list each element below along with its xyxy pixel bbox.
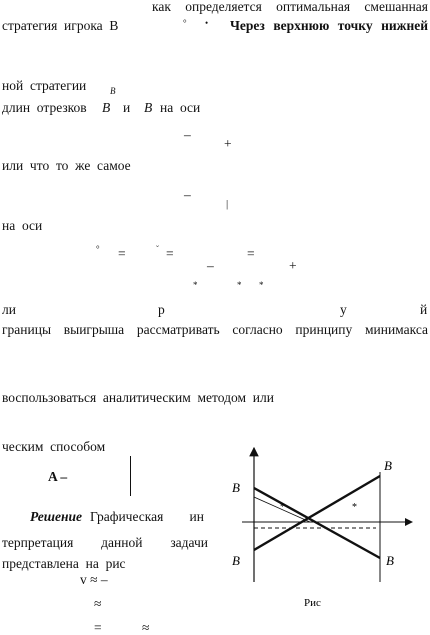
formula-3-eq-3: = [247,246,255,261]
text-line-5: или что то же самое [2,158,131,173]
text-line-2-start: стратегия игрока B [2,18,119,33]
falling-strategy-line [254,488,380,558]
formula-3-plus: + [289,258,297,273]
text-line-4-end: на оси [160,100,201,115]
formula-3-eq-2: = [166,246,174,261]
formula-3-star-1: * [193,280,198,290]
star-right: * [352,502,357,513]
star-left: * [280,502,285,513]
text-line-7-d: й [420,302,428,317]
superscript-degree: ° [183,18,187,28]
text-line-7-a: ли [2,302,16,317]
text-line-9: воспользоваться аналитическим методом или [2,390,274,405]
superscript-dot: • [205,18,209,28]
approx-1: ≈ [94,596,102,611]
text-line-4-mid: и [123,100,131,115]
solution-text: Графическая ин [90,509,204,524]
formula-2-minus: – [184,187,191,202]
eq-approx-a: = [94,620,102,635]
rising-strategy-line [254,476,380,550]
formula-3-degree-2: ˘ [156,244,159,254]
text-line-13: представлена на рис [2,556,126,571]
formula-3-star-2: * [237,280,242,290]
label-top-right: B [384,458,392,473]
text-line-6: на оси [2,218,43,233]
text-line-2-end: Через верхнюю точку нижней [230,18,428,33]
solution-label: Решение [30,509,82,524]
label-top-left: B [232,480,240,495]
matrix-bracket [130,456,131,496]
formula-1-plus: + [224,136,232,151]
label-bottom-left: B [232,553,240,568]
figure-caption: Рис [304,597,321,609]
subscript-b: B [110,86,116,96]
formula-2-bar: | [226,198,229,210]
text-line-7-b: р [158,302,165,317]
text-line-4-start: длин отрезков [2,100,87,115]
symbol-b-1: B [102,100,111,115]
v-approx: v ≈ – [80,572,108,587]
eq-approx-b: ≈ [142,620,150,635]
formula-3-minus: – [207,258,214,273]
text-line-7-c: у [340,302,347,317]
text-line-8: границы выигрыша рассматривать согласно принципу минимакса [2,322,428,337]
formula-3-eq-1: = [118,246,126,261]
formula-3-degree-1: ° [96,244,100,254]
formula-3-star-3: * [259,280,264,290]
matrix-a-label: A – [48,469,68,484]
formula-1-minus: – [184,127,191,142]
text-line-12: терпретация данной задачи [2,535,208,550]
text-line-10: ческим способом [2,439,106,454]
text-line-1: как определяется оптимальная смешанная [152,0,428,14]
symbol-b-2: B [144,100,153,115]
text-line-3: ной стратегии [2,78,87,93]
label-bottom-right: B [386,553,394,568]
graph-figure [228,444,428,624]
